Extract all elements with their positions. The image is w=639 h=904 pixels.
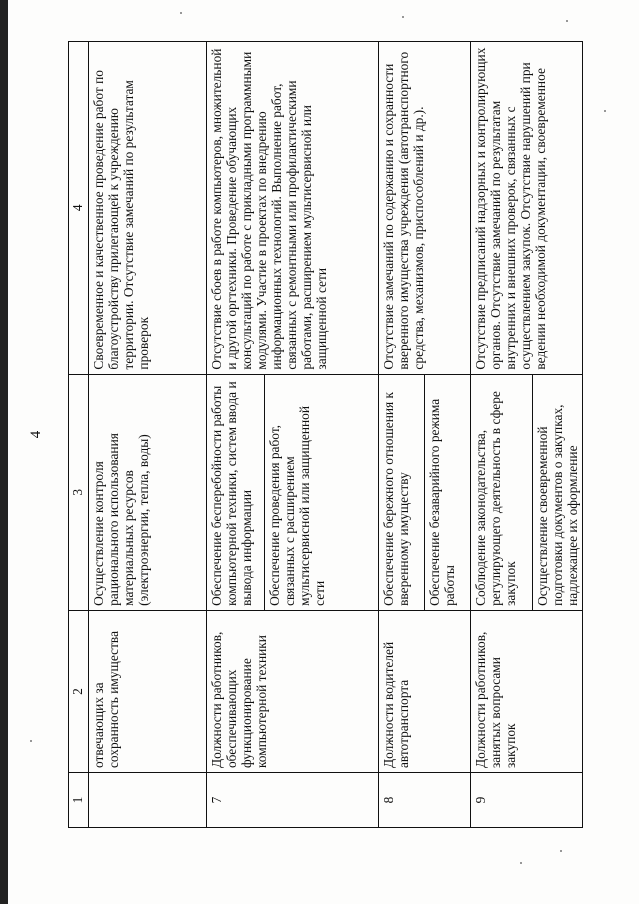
- page-number: 4: [28, 430, 44, 439]
- criteria-table: [68, 41, 583, 828]
- row-number: 8: [379, 773, 471, 828]
- table-row: [89, 42, 207, 828]
- header-cell: 2: [69, 610, 89, 772]
- row-number: 7: [207, 773, 379, 828]
- function-cell: Осуществление своевременной подготовки документов о закупках, надлежащее их оформление: [533, 374, 583, 610]
- scan-speck: [560, 850, 562, 852]
- criteria-cell: Отсутствие сбоев в работе компьютеров, множительной и другой оргтехники. Проведение обучающих консультаций по работе с прикладными программными модулями. Участие в проектах по внедрению информационных технологий. Выполнение работ, связанных с ремонтными или профилактическими работами, расширением мультисервисной или защищенной сети: [207, 42, 379, 375]
- row-number: [89, 773, 207, 828]
- scan-speck: [180, 12, 182, 14]
- function-cell: Обеспечение безаварийного режима работы: [425, 374, 471, 610]
- function-cell: Обеспечение проведения работ, связанных с расширением мультисервисной или защищенной сети: [265, 374, 379, 610]
- header-cell: 4: [69, 42, 89, 375]
- criteria-cell: Своевременное и качественное проведение работ по благоустройству прилегающей к учреждению территории. Отсутствие замечаний по результатам проверок: [89, 42, 207, 375]
- table-row: [207, 42, 265, 828]
- table-row: [379, 42, 425, 828]
- criteria-cell: Отсутствие замечаний по содержанию и сохранности вверенного имущества учреждения (автотранспортного средства, механизмов, приспособлений и др.).: [379, 42, 471, 375]
- scan-edge-shadow: [0, 0, 8, 904]
- function-cell: Осуществление контроля рационального использования материальных ресурсов (электроэнергии, тепла, воды): [89, 374, 207, 610]
- scan-speck: [402, 16, 404, 18]
- header-cell: 3: [69, 374, 89, 610]
- position-cell: Должности работников, обеспечивающих функционирование компьютерной техники: [207, 610, 379, 772]
- position-cell: отвечающих за сохранность имущества: [89, 610, 207, 772]
- function-cell: Обеспечение бережного отношения к вверенному имуществу: [379, 374, 425, 610]
- header-cell: 1: [69, 773, 89, 828]
- function-cell: Обеспечение бесперебойности работы компьютерной техники, систем ввода и вывода информации: [207, 374, 265, 610]
- rotated-document: [28, 41, 614, 828]
- position-cell: Должности работников, занятых вопросами закупок: [471, 610, 583, 772]
- scan-speck: [520, 862, 522, 864]
- position-cell: Должности водителей автотранспорта: [379, 610, 471, 772]
- scan-speck: [566, 20, 568, 22]
- table-row: [471, 42, 533, 828]
- criteria-cell: Отсутствие предписаний надзорных и контролирующих органов. Отсутствие замечаний по результатам внутренних и внешних проверок, связанных с осуществлением закупок. Отсутствие нарушений при ведении необходимой документации, своевременное: [471, 42, 583, 375]
- row-number: 9: [471, 773, 583, 828]
- function-cell: Соблюдение законодательства, регулирующего деятельность в сфере закупок: [471, 374, 533, 610]
- table-header-row: [69, 42, 89, 828]
